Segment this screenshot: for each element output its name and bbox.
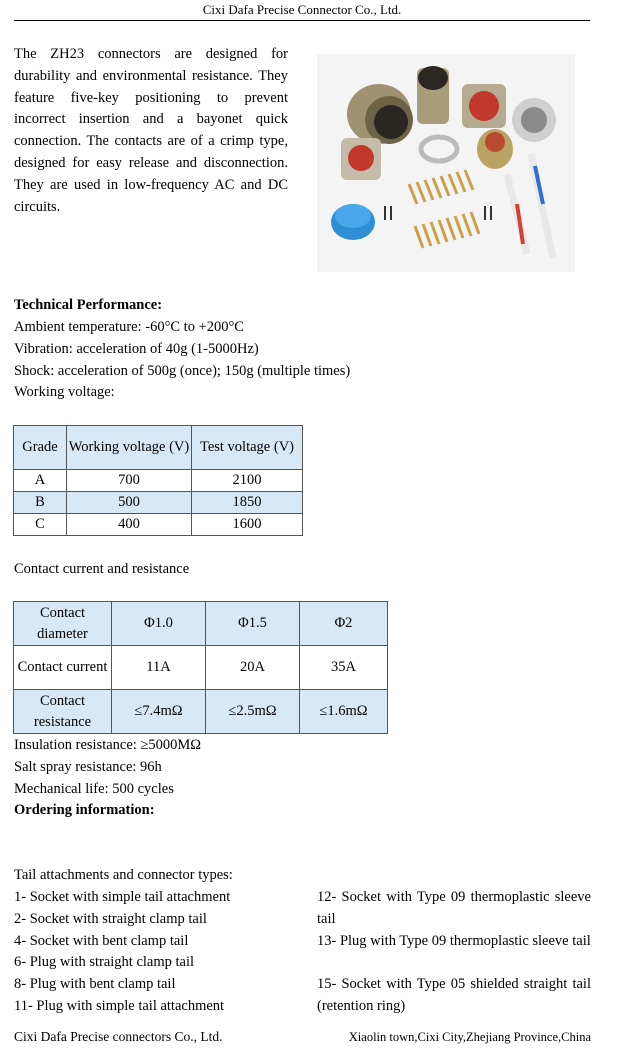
table-header: Test voltage (V) [192,426,303,470]
table-cell: 11A [112,646,206,690]
table-cell: 1850 [192,492,303,514]
list-item: 6- Plug with straight clamp tail [14,954,195,970]
voltage-table [13,425,303,536]
table-header: Grade [14,426,67,470]
list-item: 11- Plug with simple tail attachment [14,998,225,1014]
intro-paragraph: The ZH23 connectors are designed for durability and environmental resistance. They feature five-key positioning to prevent incorrect insertion and a bayonet quick connection. The contacts are of a crimp type, designed for easy release and disconnection. They are used in low-frequency AC and DC circuits. [14,46,288,215]
table-cell: B [14,492,67,514]
salt-spray: Salt spray resistance: 96h [14,759,162,775]
tail-heading: Tail attachments and connector types: [14,867,233,883]
table-cell: 35A [300,646,388,690]
shock: Shock: acceleration of 500g (once); 150g (multiple times) [14,363,351,379]
tech-heading: Technical Performance: [14,297,163,313]
table-row [14,646,388,690]
table-cell: 2100 [192,470,303,492]
footer-address: Xiaolin town,Cixi City,Zhejiang Province,China [348,1030,591,1044]
table-row [14,470,303,492]
table-cell: A [14,470,67,492]
table-cell: 500 [67,492,192,514]
table-cell: 700 [67,470,192,492]
list-item: 2- Socket with straight clamp tail [14,911,207,927]
table-cell: 400 [67,514,192,536]
table-header: Working voltage (V) [67,426,192,470]
table-row [14,690,388,734]
table-cell: 1600 [192,514,303,536]
list-item: 12- Socket with Type 09 thermoplastic sleeve tail [317,889,591,927]
contact-heading: Contact current and resistance [14,561,190,577]
list-item: 13- Plug with Type 09 thermoplastic sleeve tail [317,933,591,949]
table-cell: C [14,514,67,536]
ambient-temp: Ambient temperature: -60°C to +200°C [14,319,244,335]
table-cell: ≤7.4mΩ [112,690,206,734]
contact-table [13,601,388,734]
insulation-resistance: Insulation resistance: ≥5000MΩ [14,737,202,753]
table-cell: 20A [206,646,300,690]
table-row [14,492,303,514]
page-header: Cixi Dafa Precise Connector Co., Ltd. [14,2,590,21]
ordering-heading: Ordering information: [14,802,155,818]
table-cell: Contact resistance [14,690,112,734]
table-cell: Contact current [14,646,112,690]
list-item: 8- Plug with bent clamp tail [14,976,176,992]
footer-company: Cixi Dafa Precise connectors Co., Ltd. [14,1029,223,1044]
list-item: 1- Socket with simple tail attachment [14,889,231,905]
product-photo [317,54,575,272]
table-cell: Φ1.0 [112,602,206,646]
table-row [14,602,388,646]
table-cell: Contact diameter [14,602,112,646]
table-row [14,514,303,536]
working-voltage-label: Working voltage: [14,384,115,400]
table-cell: Φ1.5 [206,602,300,646]
vibration: Vibration: acceleration of 40g (1-5000Hz) [14,341,259,357]
table-cell: Φ2 [300,602,388,646]
list-item: 15- Socket with Type 05 shielded straight tail (retention ring) [317,976,591,1014]
table-cell: ≤2.5mΩ [206,690,300,734]
table-cell: ≤1.6mΩ [300,690,388,734]
mechanical-life: Mechanical life: 500 cycles [14,781,174,797]
list-item: 4- Socket with bent clamp tail [14,933,189,949]
